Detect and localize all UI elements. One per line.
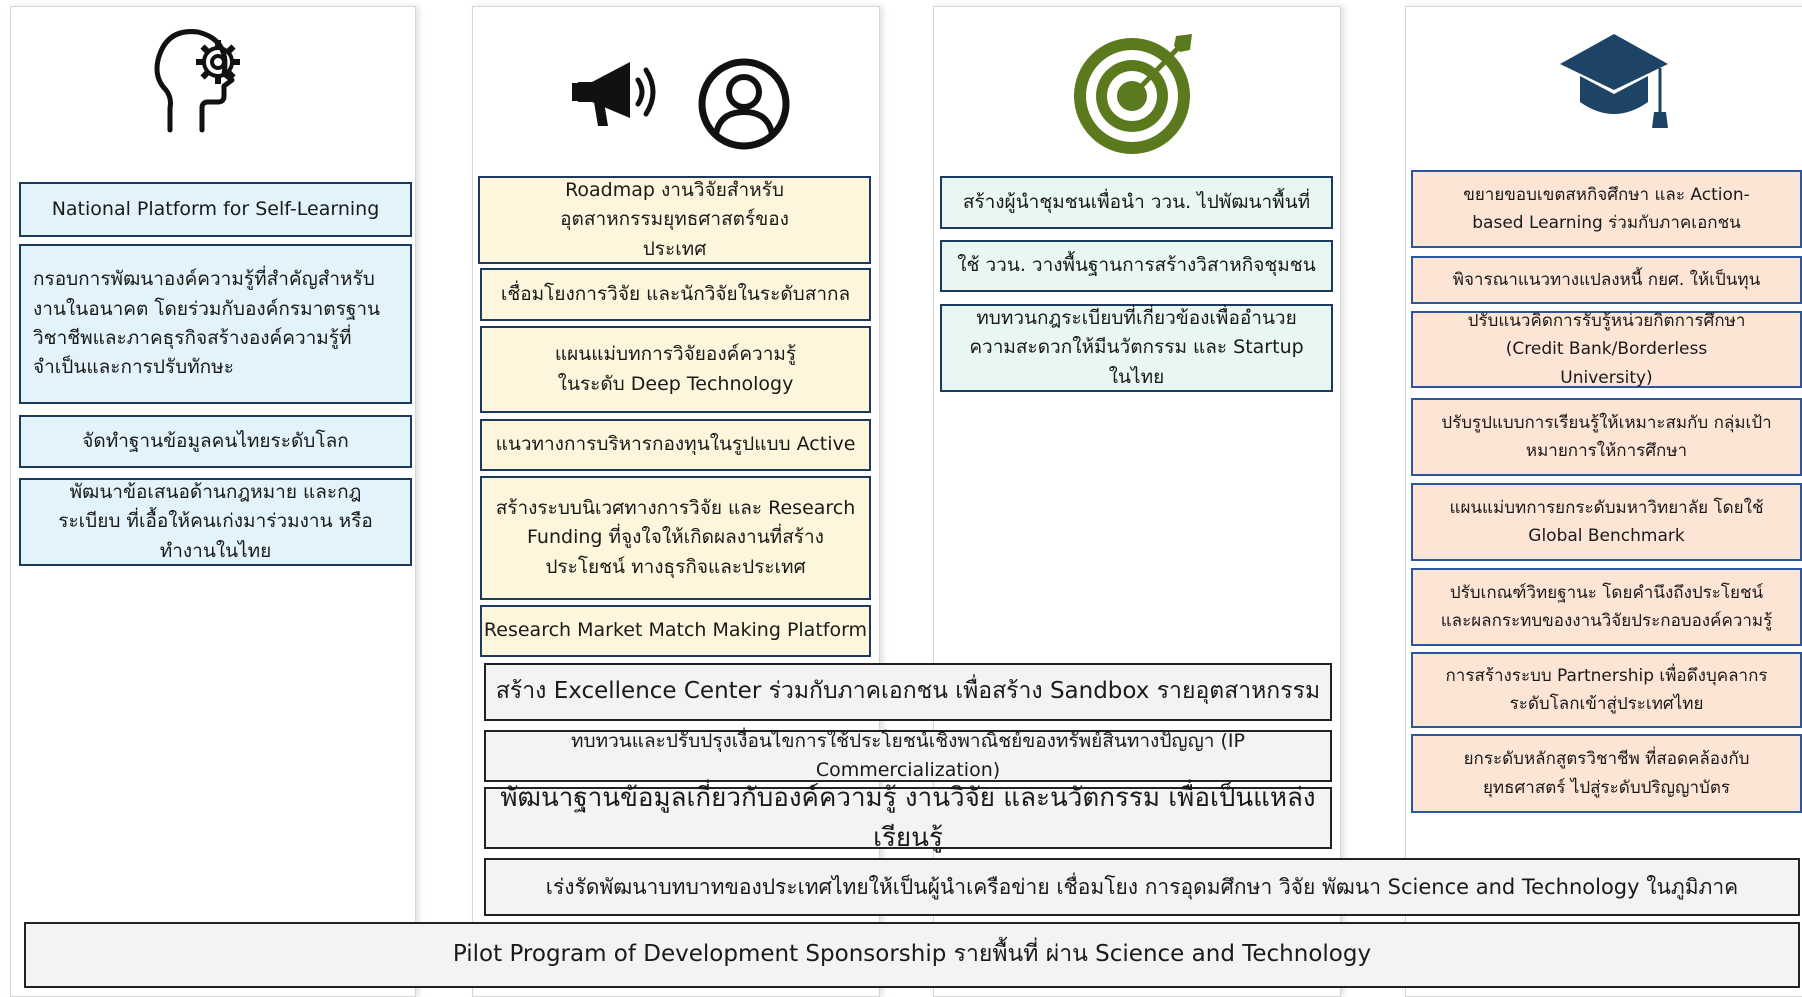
col4-item-7: การสร้างระบบ Partnership เพื่อดึงบุคลากรระดับโลกเข้าสู่ประเทศไทย [1411,652,1802,728]
head-gear-icon [140,20,260,140]
regional-hub-box: เร่งรัดพัฒนาบทบาทของประเทศไทยให้เป็นผู้นำเครือข่าย เชื่อมโยง การอุดมศึกษา วิจัย พัฒนา Science and Technology ในภูมิภาค [484,858,1800,916]
col1-item-2: กรอบการพัฒนาองค์ความรู้ที่สำคัญสำหรับงานในอนาคต โดยร่วมกับองค์กรมาตรฐานวิชาชีพและภาคธุรกิจสร้างองค์ความรู้ที่จำเป็นและการปรับทักษะ [19,244,412,404]
ip-commercialization-box: ทบทวนและปรับปรุงเงื่อนไขการใช้ประโยชน์เชิงพาณิชย์ของทรัพย์สินทางปัญญา (IP Commercialization) [484,730,1332,782]
knowledge-database-box: พัฒนาฐานข้อมูลเกี่ยวกับองค์ความรู้ งานวิจัย และนวัตกรรม เพื่อเป็นแหล่งเรียนรู้ [484,787,1332,849]
col2-item-2: เชื่อมโยงการวิจัย และนักวิจัยในระดับสากล [480,268,871,321]
target-arrow-icon [1072,32,1196,156]
col3-item-1: สร้างผู้นำชุมชนเพื่อนำ ววน. ไปพัฒนาพื้นที่ [940,176,1333,229]
col1-item-4: พัฒนาข้อเสนอด้านกฎหมาย และกฎระเบียบ ที่เอื้อให้คนเก่งมาร่วมงาน หรือทำงานในไทย [19,478,412,566]
graduation-cap-icon [1556,32,1672,140]
col4-item-8: ยกระดับหลักสูตรวิชาชีพ ที่สอดคล้องกับยุทธศาสตร์ ไปสู่ระดับปริญญาบัตร [1411,734,1802,813]
col4-item-4: ปรับรูปแบบการเรียนรู้ให้เหมาะสมกับ กลุ่มเป้าหมายการให้การศึกษา [1411,398,1802,476]
col1-item-3: จัดทำฐานข้อมูลคนไทยระดับโลก [19,415,412,468]
megaphone-icon [572,56,672,132]
col2-item-5: สร้างระบบนิเวศทางการวิจัย และ Research Funding ที่จูงใจให้เกิดผลงานที่สร้างประโยชน์ ทางธุรกิจและประเทศ [480,476,871,600]
pilot-program-box: Pilot Program of Development Sponsorship รายพื้นที่ ผ่าน Science and Technology [24,922,1800,988]
col4-item-2: พิจารณาแนวทางแปลงหนี้ กยศ. ให้เป็นทุน [1411,256,1802,304]
col3-item-2: ใช้ ววน. วางพื้นฐานการสร้างวิสาหกิจชุมชน [940,240,1333,292]
col4-item-6: ปรับเกณฑ์วิทยฐานะ โดยคำนึงถึงประโยชน์และผลกระทบของงานวิจัยประกอบองค์ความรู้ [1411,568,1802,646]
person-icon [696,56,792,152]
col4-item-1: ขยายขอบเขตสหกิจศึกษา และ Action-based Learning ร่วมกับภาคเอกชน [1411,170,1802,248]
col2-item-1: Roadmap งานวิจัยสำหรับ อุตสาหกรรมยุทธศาสตร์ของประเทศ [478,176,871,264]
excellence-center-box: สร้าง Excellence Center ร่วมกับภาคเอกชน เพื่อสร้าง Sandbox รายอุตสาหกรรม [484,663,1332,721]
col4-item-3: ปรับแนวคิดการรับรู้หน่วยกิตการศึกษา (Credit Bank/Borderless University) [1411,311,1802,388]
col2-item-3: แผนแม่บทการวิจัยองค์ความรู้ ในระดับ Deep Technology [480,326,871,413]
col1-item-1: National Platform for Self-Learning [19,182,412,237]
col2-item-4: แนวทางการบริหารกองทุนในรูปแบบ Active [480,419,871,471]
col3-item-3: ทบทวนกฎระเบียบที่เกี่ยวข้องเพื่ออำนวยความสะดวกให้มีนวัตกรรม และ Startup ในไทย [940,304,1333,392]
col4-item-5: แผนแม่บทการยกระดับมหาวิทยาลัย โดยใช้ Global Benchmark [1411,483,1802,561]
col2-item-6: Research Market Match Making Platform [480,605,871,657]
